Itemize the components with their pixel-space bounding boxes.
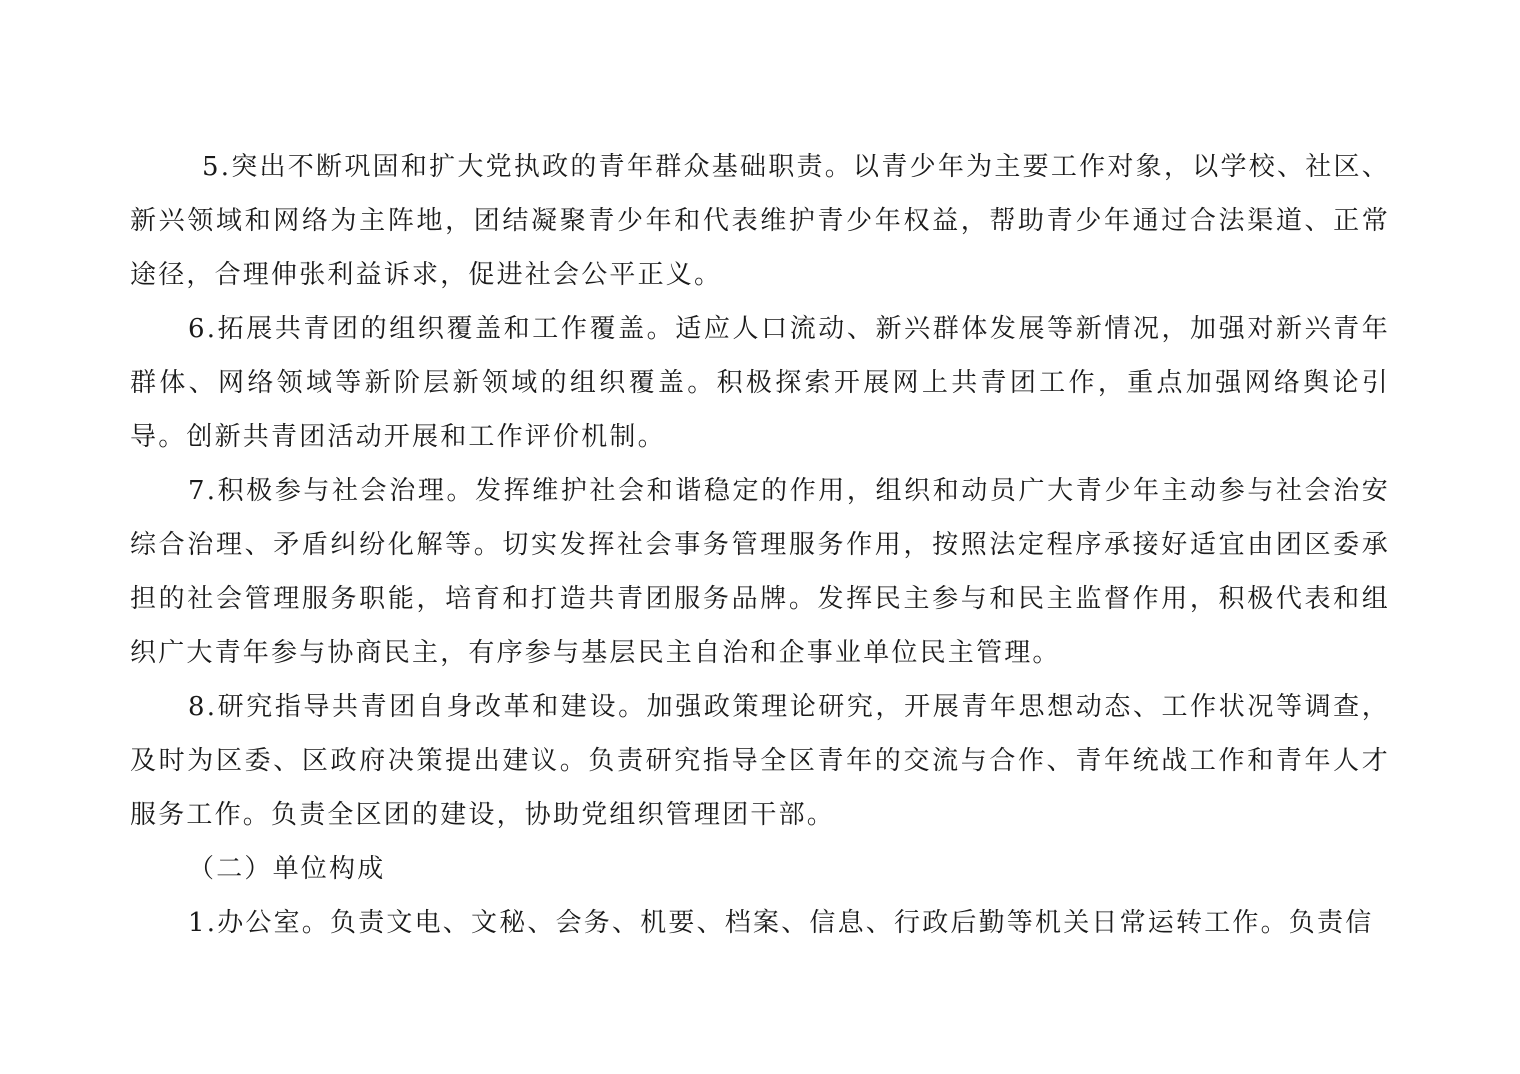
paragraph-7: 7.积极参与社会治理。发挥维护社会和谐稳定的作用，组织和动员广大青少年主动参与社会治安综合治理、矛盾纠纷化解等。切实发挥社会事务管理服务作用，按照法定程序承接好适宜由团区委承担的社会管理服务职能，培育和打造共青团服务品牌。发挥民主参与和民主监督作用，积极代表和组织广大青年参与协商民主，有序参与基层民主自治和企事业单位民主管理。 [130, 476, 1390, 668]
document-page [130, 140, 1390, 950]
paragraph-5: 5.突出不断巩固和扩大党执政的青年群众基础职责。以青少年为主要工作对象，以学校、社区、新兴领域和网络为主阵地，团结凝聚青少年和代表维护青少年权益，帮助青少年通过合法渠道、正常途径，合理伸张利益诉求，促进社会公平正义。 [130, 152, 1390, 290]
paragraph-8: 8.研究指导共青团自身改革和建设。加强政策理论研究，开展青年思想动态、工作状况等调查，及时为区委、区政府决策提出建议。负责研究指导全区青年的交流与合作、青年统战工作和青年人才服务工作。负责全区团的建设，协助党组织管理团干部。 [130, 692, 1390, 830]
section-heading-unit-composition: （二）单位构成 [188, 854, 386, 884]
paragraph-office: 1.办公室。负责文电、文秘、会务、机要、档案、信息、行政后勤等机关日常运转工作。负责信 [188, 908, 1374, 938]
paragraph-6: 6.拓展共青团的组织覆盖和工作覆盖。适应人口流动、新兴群体发展等新情况，加强对新兴青年群体、网络领域等新阶层新领域的组织覆盖。积极探索开展网上共青团工作，重点加强网络舆论引导。创新共青团活动开展和工作评价机制。 [130, 314, 1390, 452]
